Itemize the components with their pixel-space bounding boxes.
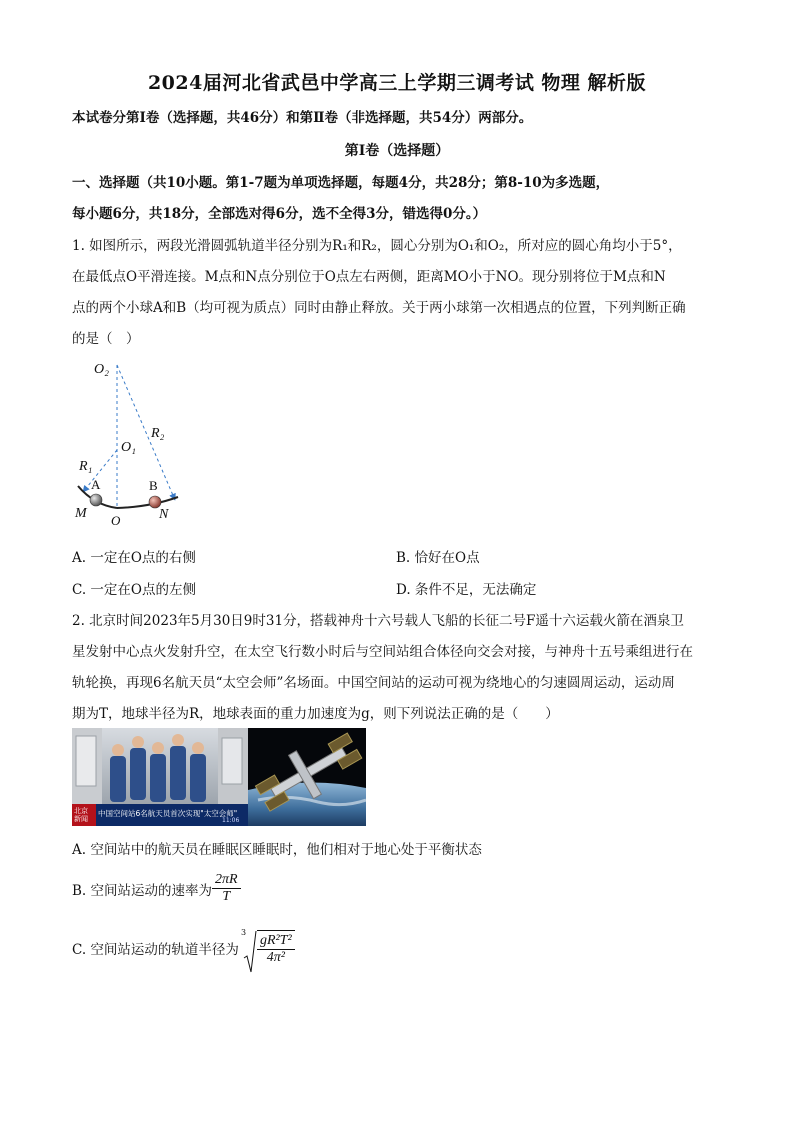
label-o: O <box>111 513 121 528</box>
q1-line2: 在最低点O平滑连接。M点和N点分别位于O点左右两侧，距离MO小于NO。现分别将位于M点和N <box>72 269 666 285</box>
q1-option-b: B. 恰好在O点 <box>396 550 480 566</box>
arc-right <box>117 497 178 508</box>
q2-line1: 2. 北京时间2023年5月30日9时31分，搭载神舟十六号载人飞船的长征二号F遥十六运载火箭在酒泉卫 <box>72 613 684 629</box>
label-n: N <box>159 507 169 522</box>
intro-text: 本试卷分第Ⅰ卷（选择题，共46分）和第Ⅱ卷（非选择题，共54分）两部分。 <box>72 110 533 126</box>
section1-line2: 每小题6分，共18分，全部选对得6分，选不全得3分，错选得0分。） <box>72 206 487 222</box>
q2-option-c-fraction <box>257 930 295 966</box>
q1-line3: 点的两个小球A和B（均可视为质点）同时由静止释放。关于两小球第一次相遇点的位置，下列判断正确 <box>72 300 686 316</box>
label-b: B <box>149 478 158 493</box>
part1-heading: 第Ⅰ卷（选择题） <box>344 143 450 159</box>
space-station-photo <box>248 728 366 826</box>
q2-option-c-text: C. 空间站运动的轨道半径为 <box>72 942 239 958</box>
q2-option-b-denominator: T <box>222 889 231 904</box>
q2-option-b-text: B. 空间站运动的速率为 <box>72 882 213 899</box>
page-title: 2024届河北省武邑中学高三上学期三调考试 物理 解析版 <box>147 72 647 94</box>
space-station-illustration <box>248 728 366 826</box>
label-o2: O₂ <box>94 362 109 377</box>
q1-line1: 1. 如图所示，两段光滑圆弧轨道半径分别为R₁和R₂，圆心分别为O₁和O₂，所对应的圆心角均小于5°， <box>72 238 682 254</box>
q1-option-c: C. 一定在O点的左侧 <box>72 582 196 598</box>
astronauts-photo <box>72 728 248 826</box>
q2-option-b-numerator: 2πR <box>212 872 241 889</box>
ball-a <box>90 494 102 506</box>
label-a: A <box>91 477 101 492</box>
photo-tag-2: 新闻 <box>74 815 88 823</box>
photo-time: 11:06 <box>222 817 240 824</box>
q2-option-c <box>72 930 295 966</box>
q2-option-b <box>72 872 241 905</box>
q2-option-b-fraction <box>212 872 241 905</box>
q2-line4: 期为T，地球半径为R，地球表面的重力加速度为g，则下列说法正确的是（ ） <box>72 706 559 722</box>
label-r1: R₁ <box>79 459 93 474</box>
radical-sign-icon <box>240 928 257 974</box>
q2-option-c-numerator: gR²T² <box>257 933 295 950</box>
q1-option-a: A. 一定在O点的右侧 <box>72 550 196 566</box>
q2-line3: 轨轮换，再现6名航天员“太空会师”名场面。中国空间站的运动可视为绕地心的匀速圆周运动，运动周 <box>72 675 675 691</box>
r2-radius-line <box>117 365 175 500</box>
label-r2: R₂ <box>151 426 165 441</box>
q2-option-c-cuberoot <box>241 930 295 966</box>
photo-caption: 中国空间站6名航天员首次实现"太空会师" <box>98 809 238 818</box>
q1-option-d: D. 条件不足，无法确定 <box>396 582 537 598</box>
q2-option-c-root-index: 3 <box>240 928 247 937</box>
q2-line2: 星发射中心点火发射升空，在太空飞行数小时后与空间站组合体径向交会对接，与神舟十五号乘组进行在 <box>72 644 693 660</box>
q1-arc-diagram <box>72 355 202 530</box>
q1-line4: 的是（ ） <box>72 331 140 347</box>
photo-tag-1: 北京 <box>74 807 88 815</box>
q2-option-a: A. 空间站中的航天员在睡眠区睡眠时，他们相对于地心处于平衡状态 <box>72 842 482 858</box>
section1-line1: 一、选择题（共10小题。第1-7题为单项选择题，每题4分，共28分；第8-10为多选题， <box>72 175 610 191</box>
label-m: M <box>75 506 87 521</box>
q2-option-c-denominator: 4π² <box>266 950 285 965</box>
label-o1: O₁ <box>121 440 136 455</box>
